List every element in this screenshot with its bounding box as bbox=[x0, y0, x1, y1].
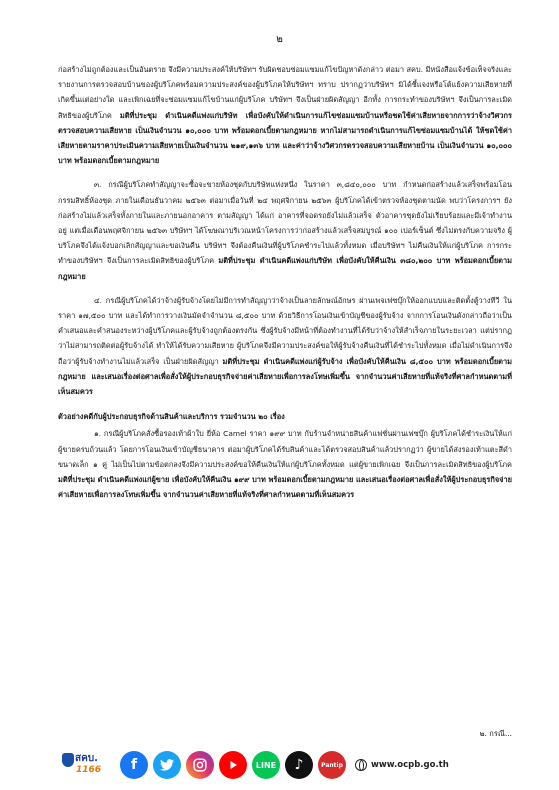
youtube-icon[interactable] bbox=[219, 751, 247, 779]
section-heading: ตัวอย่างคดีกับผู้ประกอบธุรกิจด้านสินค้าและบริการ รวมจำนวน ๒๐ เรื่อง bbox=[58, 412, 285, 422]
line-label: LINE bbox=[255, 760, 277, 770]
paragraph-2-continuation bbox=[58, 62, 512, 168]
twitter-icon[interactable] bbox=[153, 751, 181, 779]
logo-text: สคบ. bbox=[75, 753, 98, 764]
pantip-icon[interactable] bbox=[318, 751, 346, 779]
facebook-icon[interactable]: f bbox=[120, 751, 148, 779]
paragraph-case-3 bbox=[58, 177, 512, 283]
website-url: www.ocpb.go.th bbox=[371, 760, 449, 770]
document-body bbox=[58, 62, 512, 502]
resolution-text: มติที่ประชุม ดำเนินคดีแพ่งแก่บริษัท เพื่อบังคับให้คืนเงิน ๓๘๐,๒๐๐ บาท พร้อมดอกเบี้ยตามกฎหมาย bbox=[58, 256, 512, 281]
page-number: ๒ bbox=[276, 34, 283, 45]
instagram-icon[interactable] bbox=[186, 751, 214, 779]
pantip-label: Pantip bbox=[321, 761, 343, 769]
footer-bar bbox=[62, 748, 522, 782]
resolution-text: มติที่ประชุม ดำเนินคดีแพ่งแก่บริษัท เพื่อบังคับให้ดำเนินการแก้ไขซ่อมแซมบ้านหรือชดใช้ค่าเสียหายจากการว่าจ้างวิศวกรตรวจสอบความเสียหาย เป็นเงินจำนวน ๑๐,๐๐๐ บาท พร้อมดอกเบี้ยตามกฎหมาย หากไม่สามารถดำเนินการแก้ไขซ่อมแซมบ้านได้ ให้ชดใช้ค่าเสียหายตามราคาประเมินความเสียหายเป็นเงินจำนวน ๒๑๙,๑๓๖ บาท และค่าว่าจ้างวิศวกรตรวจสอบความเสียหายบ้าน เป็นเงินจำนวน ๑๐,๐๐๐ บาท พร้อมดอกเบี้ยตามกฎหมาย bbox=[58, 110, 512, 166]
globe-icon bbox=[355, 759, 367, 771]
paragraph-goods-case-1 bbox=[58, 426, 512, 502]
paragraph-case-4 bbox=[58, 293, 512, 399]
continuation-marker: ๒. กรณี... bbox=[479, 729, 512, 738]
tiktok-icon[interactable]: ♪ bbox=[285, 751, 313, 779]
shield-icon bbox=[62, 753, 74, 767]
paragraph-text: ๑. กรณีผู้บริโภคสั่งซื้อรองเท้าผ้าใบ ยี่ห้อ Camel ราคา ๑๙๙ บาท กับร้านจำหน่ายสินค้าแฟชั่นผ่านเฟซบุ๊ก ผู้บริโภคได้ชำระเงินให้แก่ผู้ขายครบถ้วนแล้ว โดยการโอนเงินเข้าบัญชีธนาคาร ต่อมาผู้บริโภคได้รับสินค้าและได้ตรวจสอบสินค้าแล้วปรากฏว่า ผู้ขายได้ส่งรองเท้าแตะสีดำขนาดเล็ก ๑ คู่ ไม่เป็นไปตามข้อตกลงจึงมีความประสงค์ขอให้คืนเงินให้แก่ผู้บริโภคทั้งหมด แต่ผู้ขายเพิกเฉย จึงเป็นการละเมิดสิทธิของผู้บริโภค bbox=[58, 429, 512, 469]
ocpb-logo bbox=[62, 750, 114, 780]
website-link[interactable] bbox=[355, 759, 449, 771]
line-icon[interactable] bbox=[252, 751, 280, 779]
paragraph-text: ๔. กรณีผู้บริโภคได้ว่าจ้างผู้รับจ้างโดยไม่มีการทำสัญญาว่าจ้างเป็นลายลักษณ์อักษร ผ่านเพจเฟซบุ๊กให้ออกแบบและติดตั้งตู้วางทีวี ในราคา ๑๗,๕๐๐ บาท และได้ทำการวางเงินมัดจำจำนวน ๘,๕๐๐ บาท ด้วยวิธีการโอนเงินเข้าบัญชีของผู้รับจ้าง จากการโอนเงินดังกล่าวถือว่าเป็นคำเสนอและคำสนองระหว่างผู้บริโภคและผู้รับจ้างถูกต้องตรงกัน ซึ่งผู้รับจ้างมีหน้าที่ต้องทำงานที่ได้รับว่าจ้างให้สำเร็จภายในระยะเวลา แต่ปรากฏว่าไม่สามารถติดต่อผู้รับจ้างได้ ทำให้ได้รับความเสียหาย ผู้บริโภคจึงมีความประสงค์ขอให้ผู้รับจ้างคืนเงินที่ได้ชำระไปทั้งหมด เมื่อไม่ดำเนินการจึงถือว่าผู้รับจ้างทำงานไม่แล้วเสร็จ เป็นฝ่ายผิดสัญญา bbox=[58, 295, 512, 366]
resolution-text: มติที่ประชุม ดำเนินคดีแพ่งแก่ผู้รับจ้าง เพื่อบังคับให้คืนเงิน ๘,๕๐๐ บาท พร้อมดอกเบี้ยตามกฎหมาย และเสนอเรื่องต่อศาลเพื่อสั่งให้ผู้ประกอบธุรกิจจ่ายค่าเสียหายเพื่อการลงโทษเพิ่มขึ้น จากจำนวนค่าเสียหายที่แท้จริงที่ศาลกำหนดตามที่เห็นสมควร bbox=[58, 356, 512, 397]
paragraph-text: ก่อสร้างไม่ถูกต้องและเป็นอันตราย จึงมีความประสงค์ให้บริษัทฯ รับผิดชอบซ่อมแซมแก้ไขปัญหาดังกล่าว ต่อมา สคบ. มีหนังสือแจ้งข้อเท็จจริงและรายงานการตรวจสอบบ้านของผู้บริโภคพร้อมความประสงค์ของผู้บริโภคให้บริษัทฯ ทราบ ปรากฏว่าบริษัทฯ มิได้ชี้แจงหรือโต้แย้งความเสียหายที่เกิดขึ้นแต่อย่างใด และเพิกเฉยที่จะซ่อมแซมแก้ไขบ้านแก่ผู้บริโภค บริษัทฯ จึงเป็นฝ่ายผิดสัญญา อีกทั้ง การกระทำของบริษัทฯ จึงเป็นการละเมิดสิทธิของผู้บริโภค bbox=[58, 65, 512, 120]
resolution-text: มติที่ประชุม ดำเนินคดีแพ่งแก่ผู้ขาย เพื่อบังคับให้คืนเงิน ๑๙๙ บาท พร้อมดอกเบี้ยตามกฎหมาย และเสนอเรื่องต่อศาลเพื่อสั่งให้ผู้ประกอบธุรกิจจ่ายค่าเสียหายเพื่อการลงโทษเพิ่มขึ้น จากจำนวนค่าเสียหายที่แท้จริงที่ศาลกำหนดตามที่เห็นสมควร bbox=[58, 475, 512, 500]
paragraph-text: ๓. กรณีผู้บริโภคทำสัญญาจะซื้อจะขายห้องชุดกับบริษัทแห่งหนึ่ง ในราคา ๓,๘๔๐,๐๐๐ บาท กำหนดก่อสร้างแล้วเสร็จพร้อมโอนกรรมสิทธิ์ห้องชุด ภายในเดือนธันวาคม ๒๕๖๓ ต่อมาเมื่อวันที่ ๒๔ พฤศจิกายน ๒๕๖๓ ผู้บริโภคได้เข้าตรวจห้องชุดตามนัด พบว่าโครงการฯ ยังก่อสร้างไม่แล้วเสร็จทั้งภายในและภายนอกอาคาร ตามสัญญา ได้แก่ อาคารที่จอดรถยังไม่แล้วเสร็จ ตัวอาคารชุดยังไม่เรียบร้อยและมีเจ้าทำงานอยู่ แต่เมื่อเดือนพฤศจิกายน ๒๕๖๓ บริษัทฯ ได้โฆษณาบริเวณหน้าโครงการว่าก่อสร้างแล้วเสร็จสมบูรณ์ ๑๐๐ เปอร์เซ็นต์ ซึ่งไม่ตรงกับความจริง ผู้บริโภคจึงได้แจ้งบอกเลิกสัญญาและขอเงินคืน บริษัทฯ จึงต้องคืนเงินที่ผู้บริโภคชำระไปแล้วทั้งหมด เมื่อบริษัทฯ ไม่คืนเงินให้แก่ผู้บริโภค การกระทำของบริษัทฯ จึงเป็นการละเมิดสิทธิของผู้บริโภค bbox=[58, 180, 512, 266]
hotline-number: 1166 bbox=[76, 765, 102, 775]
